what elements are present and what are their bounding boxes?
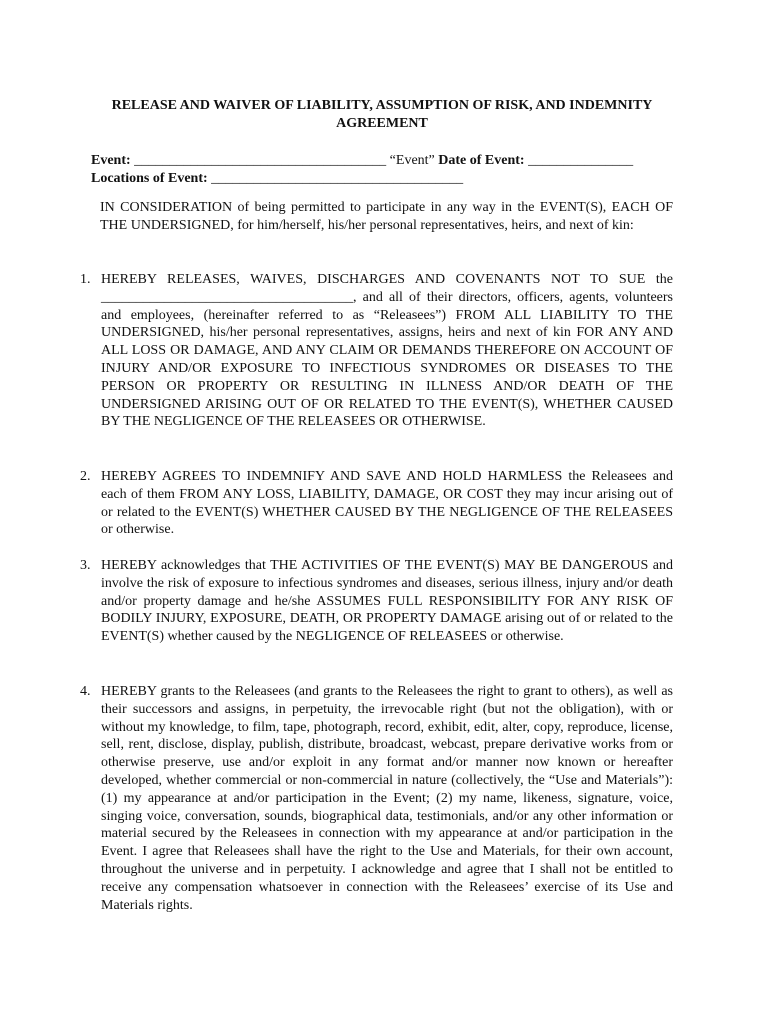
clause-4	[80, 683, 673, 914]
clause-text: HEREBY RELEASES, WAIVES, DISCHARGES AND COVENANTS NOT TO SUE the ____________________________________, and all of their directors, officers, agents, volunteers and employees, (hereinafter referred to as “Releasees”) FROM ALL LIABILITY TO THE UNDERSIGNED, his/her personal representatives, assigns, heirs and next of kin FOR ANY AND ALL LOSS OR DAMAGE, AND ANY CLAIM OR DEMANDS THEREFORE ON ACCOUNT OF INJURY AND/OR EXPOSURE TO INFECTIOUS SYNDROMES OR DISEASES TO THE PERSON OR PROPERTY OR RESULTING IN ILLNESS AND/OR DEATH OF THE UNDERSIGNED ARISING OUT OF OR RELATED TO THE EVENT(S), WHETHER CAUSED BY THE NEGLIGENCE OF THE RELEASEES OR OTHERWISE.	[101, 272, 673, 430]
event-label: Event:	[91, 153, 131, 168]
clause-2	[80, 468, 673, 539]
locations-label: Locations of Event:	[91, 171, 208, 186]
clause-number: 1.	[80, 272, 91, 287]
clause-text: HEREBY AGREES TO INDEMNIFY AND SAVE AND HOLD HARMLESS the Releasees and each of them FROM ANY LOSS, LIABILITY, DAMAGE, OR COST they may incur arising out of or related to the EVENT(S) WHETHER CAUSED BY THE NEGLIGENCE OF THE RELEASEES or otherwise.	[101, 469, 673, 538]
locations-blank[interactable]: ____________________________________	[211, 171, 464, 186]
locations-line	[91, 170, 691, 188]
clause-1	[80, 271, 673, 431]
intro-paragraph: IN CONSIDERATION of being permitted to participate in any way in the EVENT(S), EACH OF THE UNDERSIGNED, for him/herself, his/her personal representatives, heirs, and next of kin:	[100, 200, 673, 233]
event-line	[91, 152, 691, 170]
clause-text: HEREBY acknowledges that THE ACTIVITIES OF THE EVENT(S) MAY BE DANGEROUS and involve the risk of exposure to infectious syndromes and diseases, serious illness, injury and/or death and/or property damage and he/she ASSUMES FULL RESPONSIBILITY FOR ANY RISK OF BODILY INJURY, EXPOSURE, DEATH, OR PROPERTY DAMAGE arising out of or related to the EVENT(S) whether caused by the NEGLIGENCE OF RELEASEES or otherwise.	[101, 558, 673, 645]
date-of-event-label: Date of Event:	[438, 153, 525, 168]
event-name-blank[interactable]: ____________________________________	[134, 153, 387, 168]
date-of-event-blank[interactable]: _______________	[528, 153, 634, 168]
clause-text: HEREBY grants to the Releasees (and grants to the Releasees the right to grant to others), as well as their successors and assigns, in perpetuity, the irrevocable right (but not the obligation), with or without my knowledge, to film, tape, photograph, record, exhibit, edit, alter, copy, reproduce, license, sell, rent, disclose, display, publish, distribute, broadcast, webcast, prepare derivative works from or otherwise preserve, use and/or exploit in any format and/or manner now known or hereafter developed, whether commercial or non-commercial in nature (collectively, the “Use and Materials”): (1) my appearance at and/or participation in the Event; (2) my name, likeness, signature, voice, singing voice, conversation, sounds, biographical data, testimonials, and/or any other information or material secured by the Releasees in connection with my appearance at and/or participation in the Event. I agree that Releasees shall have the right to the Use and Materials, for their own account, throughout the universe and in perpetuity. I acknowledge and agree that I shall not be entitled to receive any compensation whatsoever in connection with the Releasees’ exercise of its Use and Materials rights.	[101, 684, 673, 913]
document-title: RELEASE AND WAIVER OF LIABILITY, ASSUMPTION OF RISK, AND INDEMNITY AGREEMENT	[111, 98, 653, 131]
clause-number: 3.	[80, 558, 91, 573]
event-quote: “Event”	[389, 153, 435, 168]
clause-number: 4.	[80, 684, 91, 699]
clause-3	[80, 557, 673, 646]
event-fields	[91, 152, 691, 188]
clause-number: 2.	[80, 469, 91, 484]
